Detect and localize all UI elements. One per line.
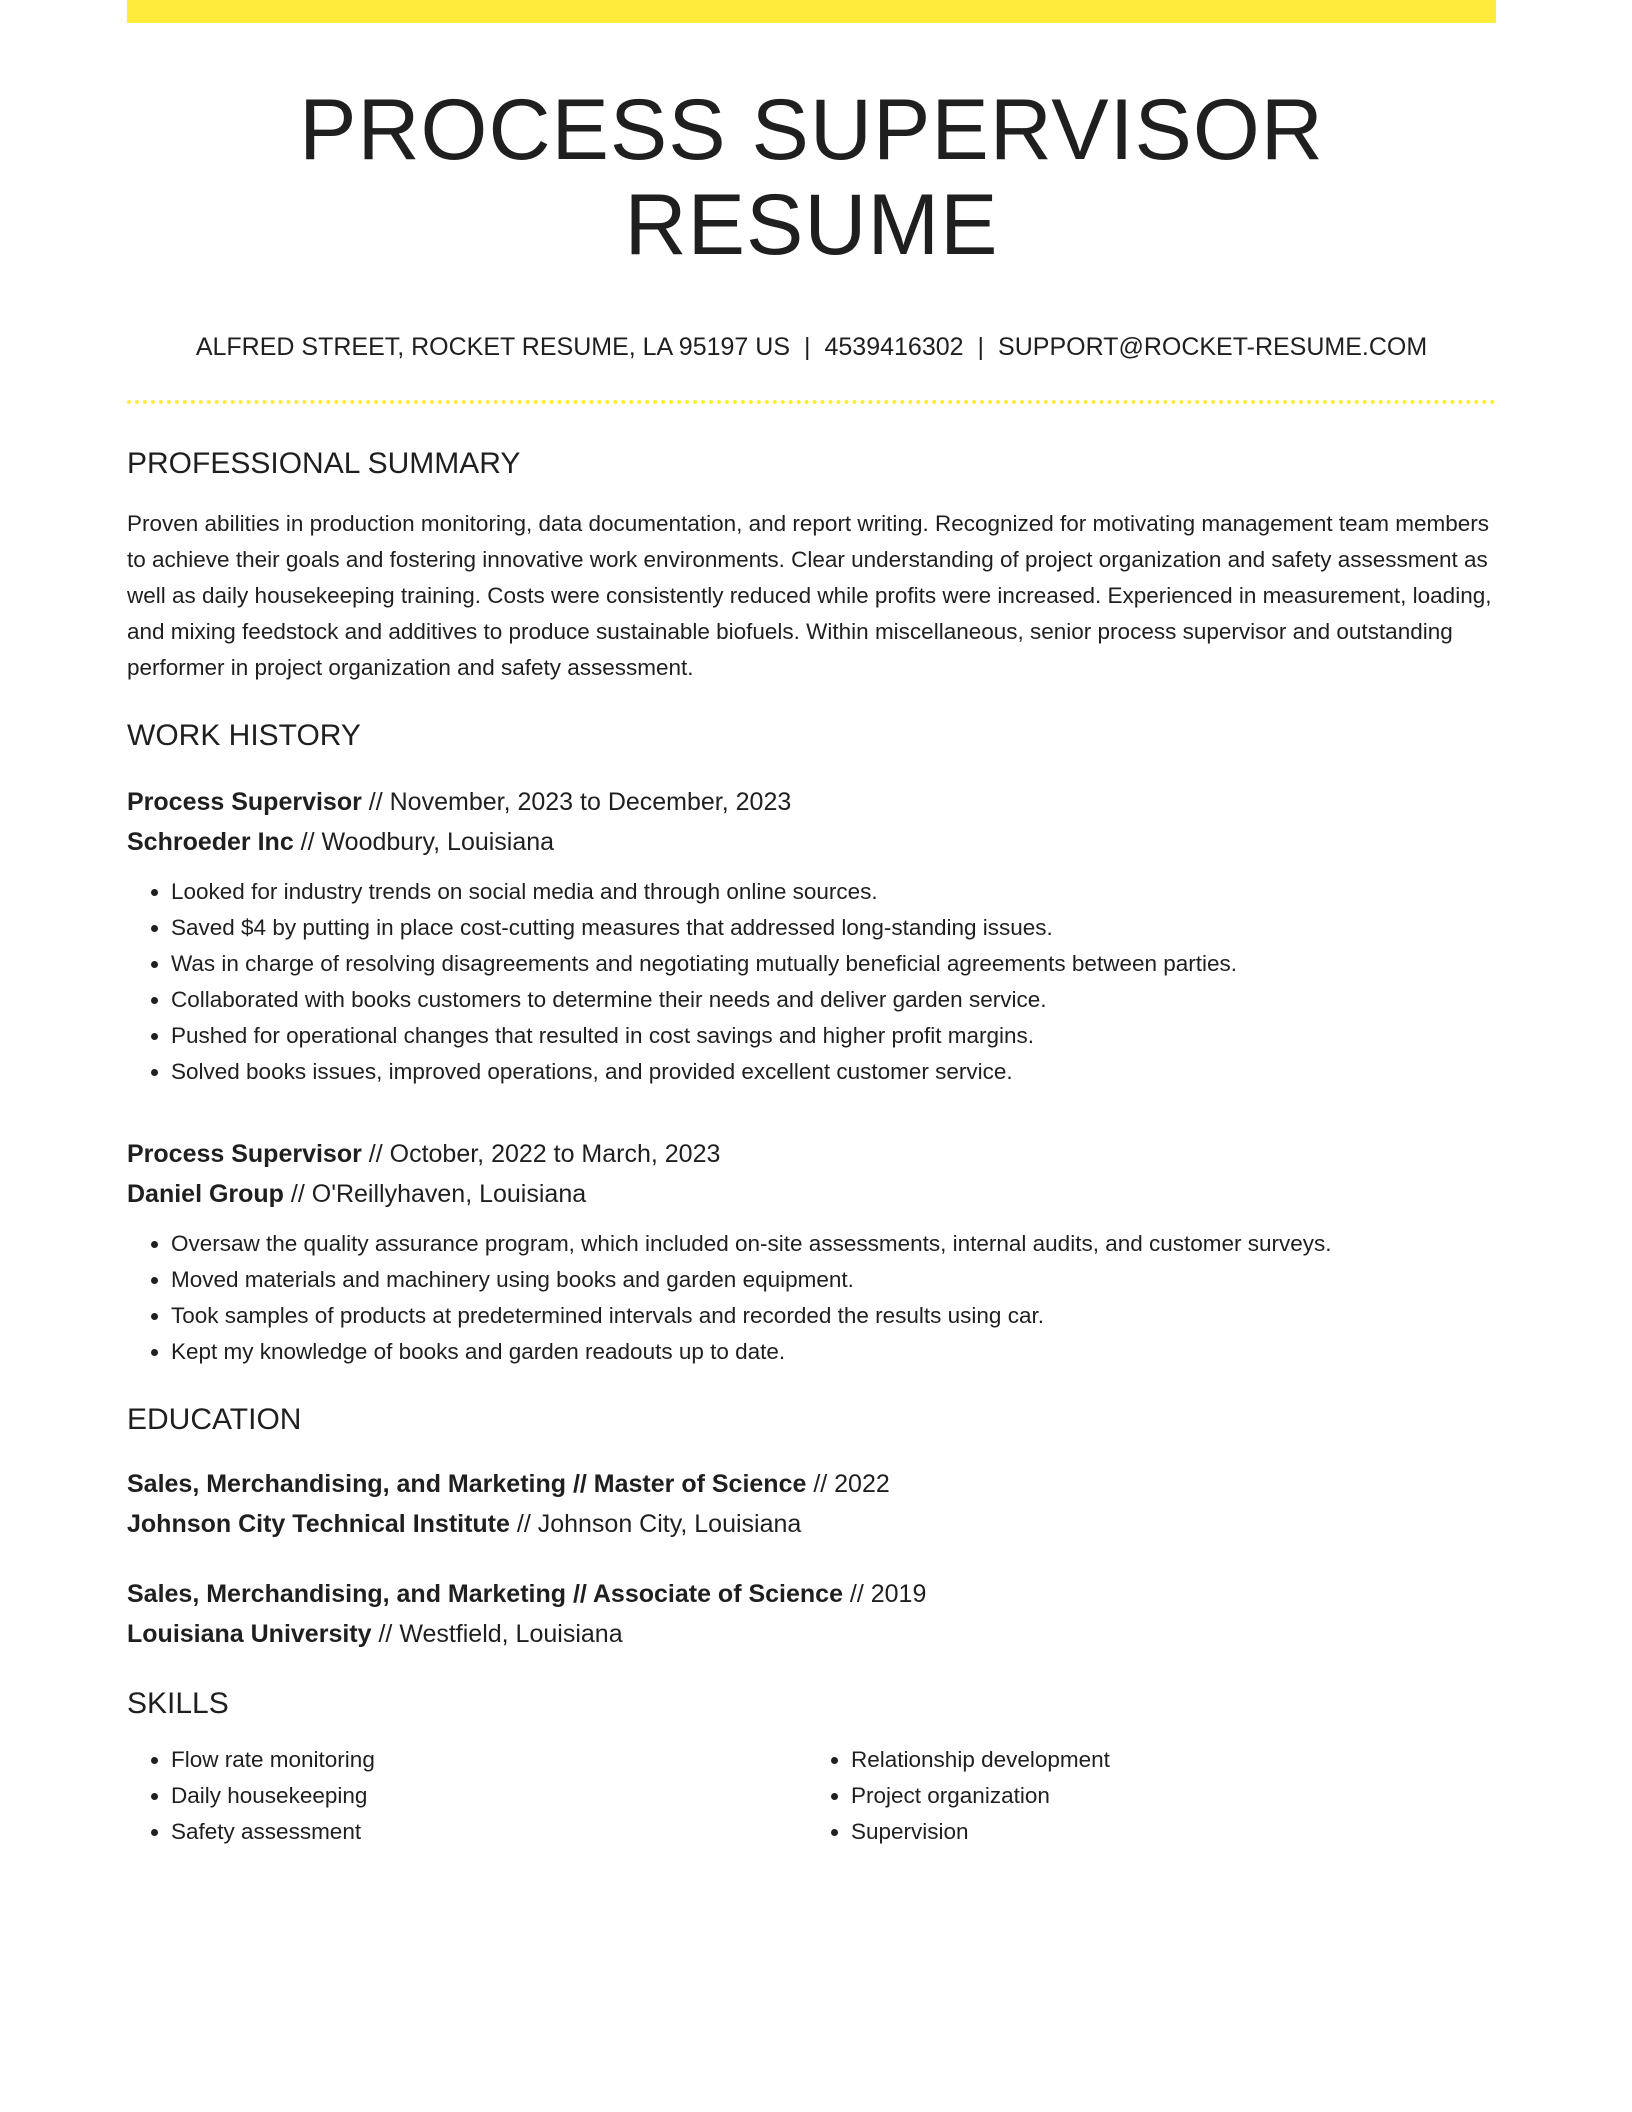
education-year: // 2022 bbox=[806, 1470, 890, 1499]
top-accent-bar bbox=[127, 0, 1496, 23]
job-dates: // November, 2023 to December, 2023 bbox=[361, 788, 792, 817]
job-company-line bbox=[127, 1174, 1496, 1214]
resume-title: PROCESS SUPERVISOR RESUME bbox=[299, 82, 1324, 273]
contact-address: ALFRED STREET, ROCKET RESUME, LA 95197 US bbox=[195, 333, 790, 362]
skills-list-right bbox=[801, 1742, 1481, 1850]
education-location: // Johnson City, Louisiana bbox=[509, 1510, 802, 1539]
job-location: // O'Reillyhaven, Louisiana bbox=[283, 1180, 587, 1209]
list-item: • Collaborated with books customers to determine their needs and deliver garden service. bbox=[171, 982, 1496, 1018]
contact-separator: | bbox=[804, 333, 811, 362]
list-item: • Project organization bbox=[851, 1778, 1481, 1814]
education-school: Johnson City Technical Institute bbox=[127, 1510, 510, 1539]
summary-heading: PROFESSIONAL SUMMARY bbox=[127, 447, 521, 481]
list-item: • Moved materials and machinery using books and garden equipment. bbox=[171, 1262, 1496, 1298]
education-school: Louisiana University bbox=[127, 1620, 372, 1649]
contact-email: SUPPORT@ROCKET-RESUME.COM bbox=[998, 333, 1428, 362]
education-degree-line bbox=[127, 1464, 1496, 1504]
education-entry bbox=[127, 1574, 1496, 1654]
education-year: // 2019 bbox=[842, 1580, 927, 1609]
job-entry bbox=[127, 782, 1496, 1090]
job-title-line bbox=[127, 1134, 1496, 1174]
education-degree: Sales, Merchandising, and Marketing // Associate of Science bbox=[127, 1580, 843, 1609]
list-item: • Supervision bbox=[851, 1814, 1481, 1850]
job-dates: // October, 2022 to March, 2023 bbox=[361, 1140, 721, 1169]
education-entry bbox=[127, 1464, 1496, 1544]
job-location: // Woodbury, Louisiana bbox=[293, 828, 555, 857]
list-item: • Flow rate monitoring bbox=[171, 1742, 801, 1778]
education-heading: EDUCATION bbox=[127, 1403, 302, 1437]
education-location: // Westfield, Louisiana bbox=[371, 1620, 623, 1649]
skills-heading: SKILLS bbox=[127, 1687, 229, 1721]
list-item: • Safety assessment bbox=[171, 1814, 801, 1850]
list-item: • Solved books issues, improved operations, and provided excellent customer service. bbox=[171, 1054, 1496, 1090]
list-item: • Daily housekeeping bbox=[171, 1778, 801, 1814]
job-title: Process Supervisor bbox=[127, 1140, 362, 1169]
list-item: • Pushed for operational changes that resulted in cost savings and higher profit margins. bbox=[171, 1018, 1496, 1054]
list-item: • Took samples of products at predetermined intervals and recorded the results using car. bbox=[171, 1298, 1496, 1334]
job-company: Schroeder Inc bbox=[127, 828, 294, 857]
job-title-line bbox=[127, 782, 1496, 822]
list-item: • Saved $4 by putting in place cost-cutting measures that addressed long-standing issues. bbox=[171, 910, 1496, 946]
list-item: • Was in charge of resolving disagreements and negotiating mutually beneficial agreements between parties. bbox=[171, 946, 1496, 982]
job-company-line bbox=[127, 822, 1496, 862]
education-degree: Sales, Merchandising, and Marketing // Master of Science bbox=[127, 1470, 807, 1499]
education-school-line bbox=[127, 1614, 1496, 1654]
job-title: Process Supervisor bbox=[127, 788, 362, 817]
skills-columns bbox=[127, 1742, 1496, 1850]
list-item: • Relationship development bbox=[851, 1742, 1481, 1778]
education-school-line bbox=[127, 1504, 1496, 1544]
education-degree-line bbox=[127, 1574, 1496, 1614]
contact-line bbox=[127, 332, 1496, 362]
job-bullets bbox=[127, 874, 1496, 1090]
list-item: • Oversaw the quality assurance program, which included on-site assessments, internal audits, and customer surveys. bbox=[171, 1226, 1496, 1262]
list-item: • Kept my knowledge of books and garden readouts up to date. bbox=[171, 1334, 1496, 1370]
resume-page bbox=[127, 0, 1496, 1850]
job-company: Daniel Group bbox=[127, 1180, 284, 1209]
contact-phone: 4539416302 bbox=[824, 333, 964, 362]
dotted-divider bbox=[127, 400, 1496, 404]
job-entry bbox=[127, 1134, 1496, 1370]
skills-list-left bbox=[127, 1742, 801, 1850]
contact-separator: | bbox=[977, 333, 985, 362]
work-history-heading: WORK HISTORY bbox=[127, 719, 361, 753]
job-bullets bbox=[127, 1226, 1496, 1370]
list-item: • Looked for industry trends on social media and through online sources. bbox=[171, 874, 1496, 910]
summary-text: Proven abilities in production monitoring, data documentation, and report writing. Recognized for motivating management team members to achieve their goals and fostering innovative work environments. Clear understanding of project organization and safety assessment as well as daily housekeeping training. Costs were consistently reduced while profits were increased. Experienced in measurement, loading, and mixing feedstock and additives to produce sustainable biofuels. Within miscellaneous, senior process supervisor and outstanding performer in project organization and safety assessment. bbox=[127, 511, 1492, 681]
